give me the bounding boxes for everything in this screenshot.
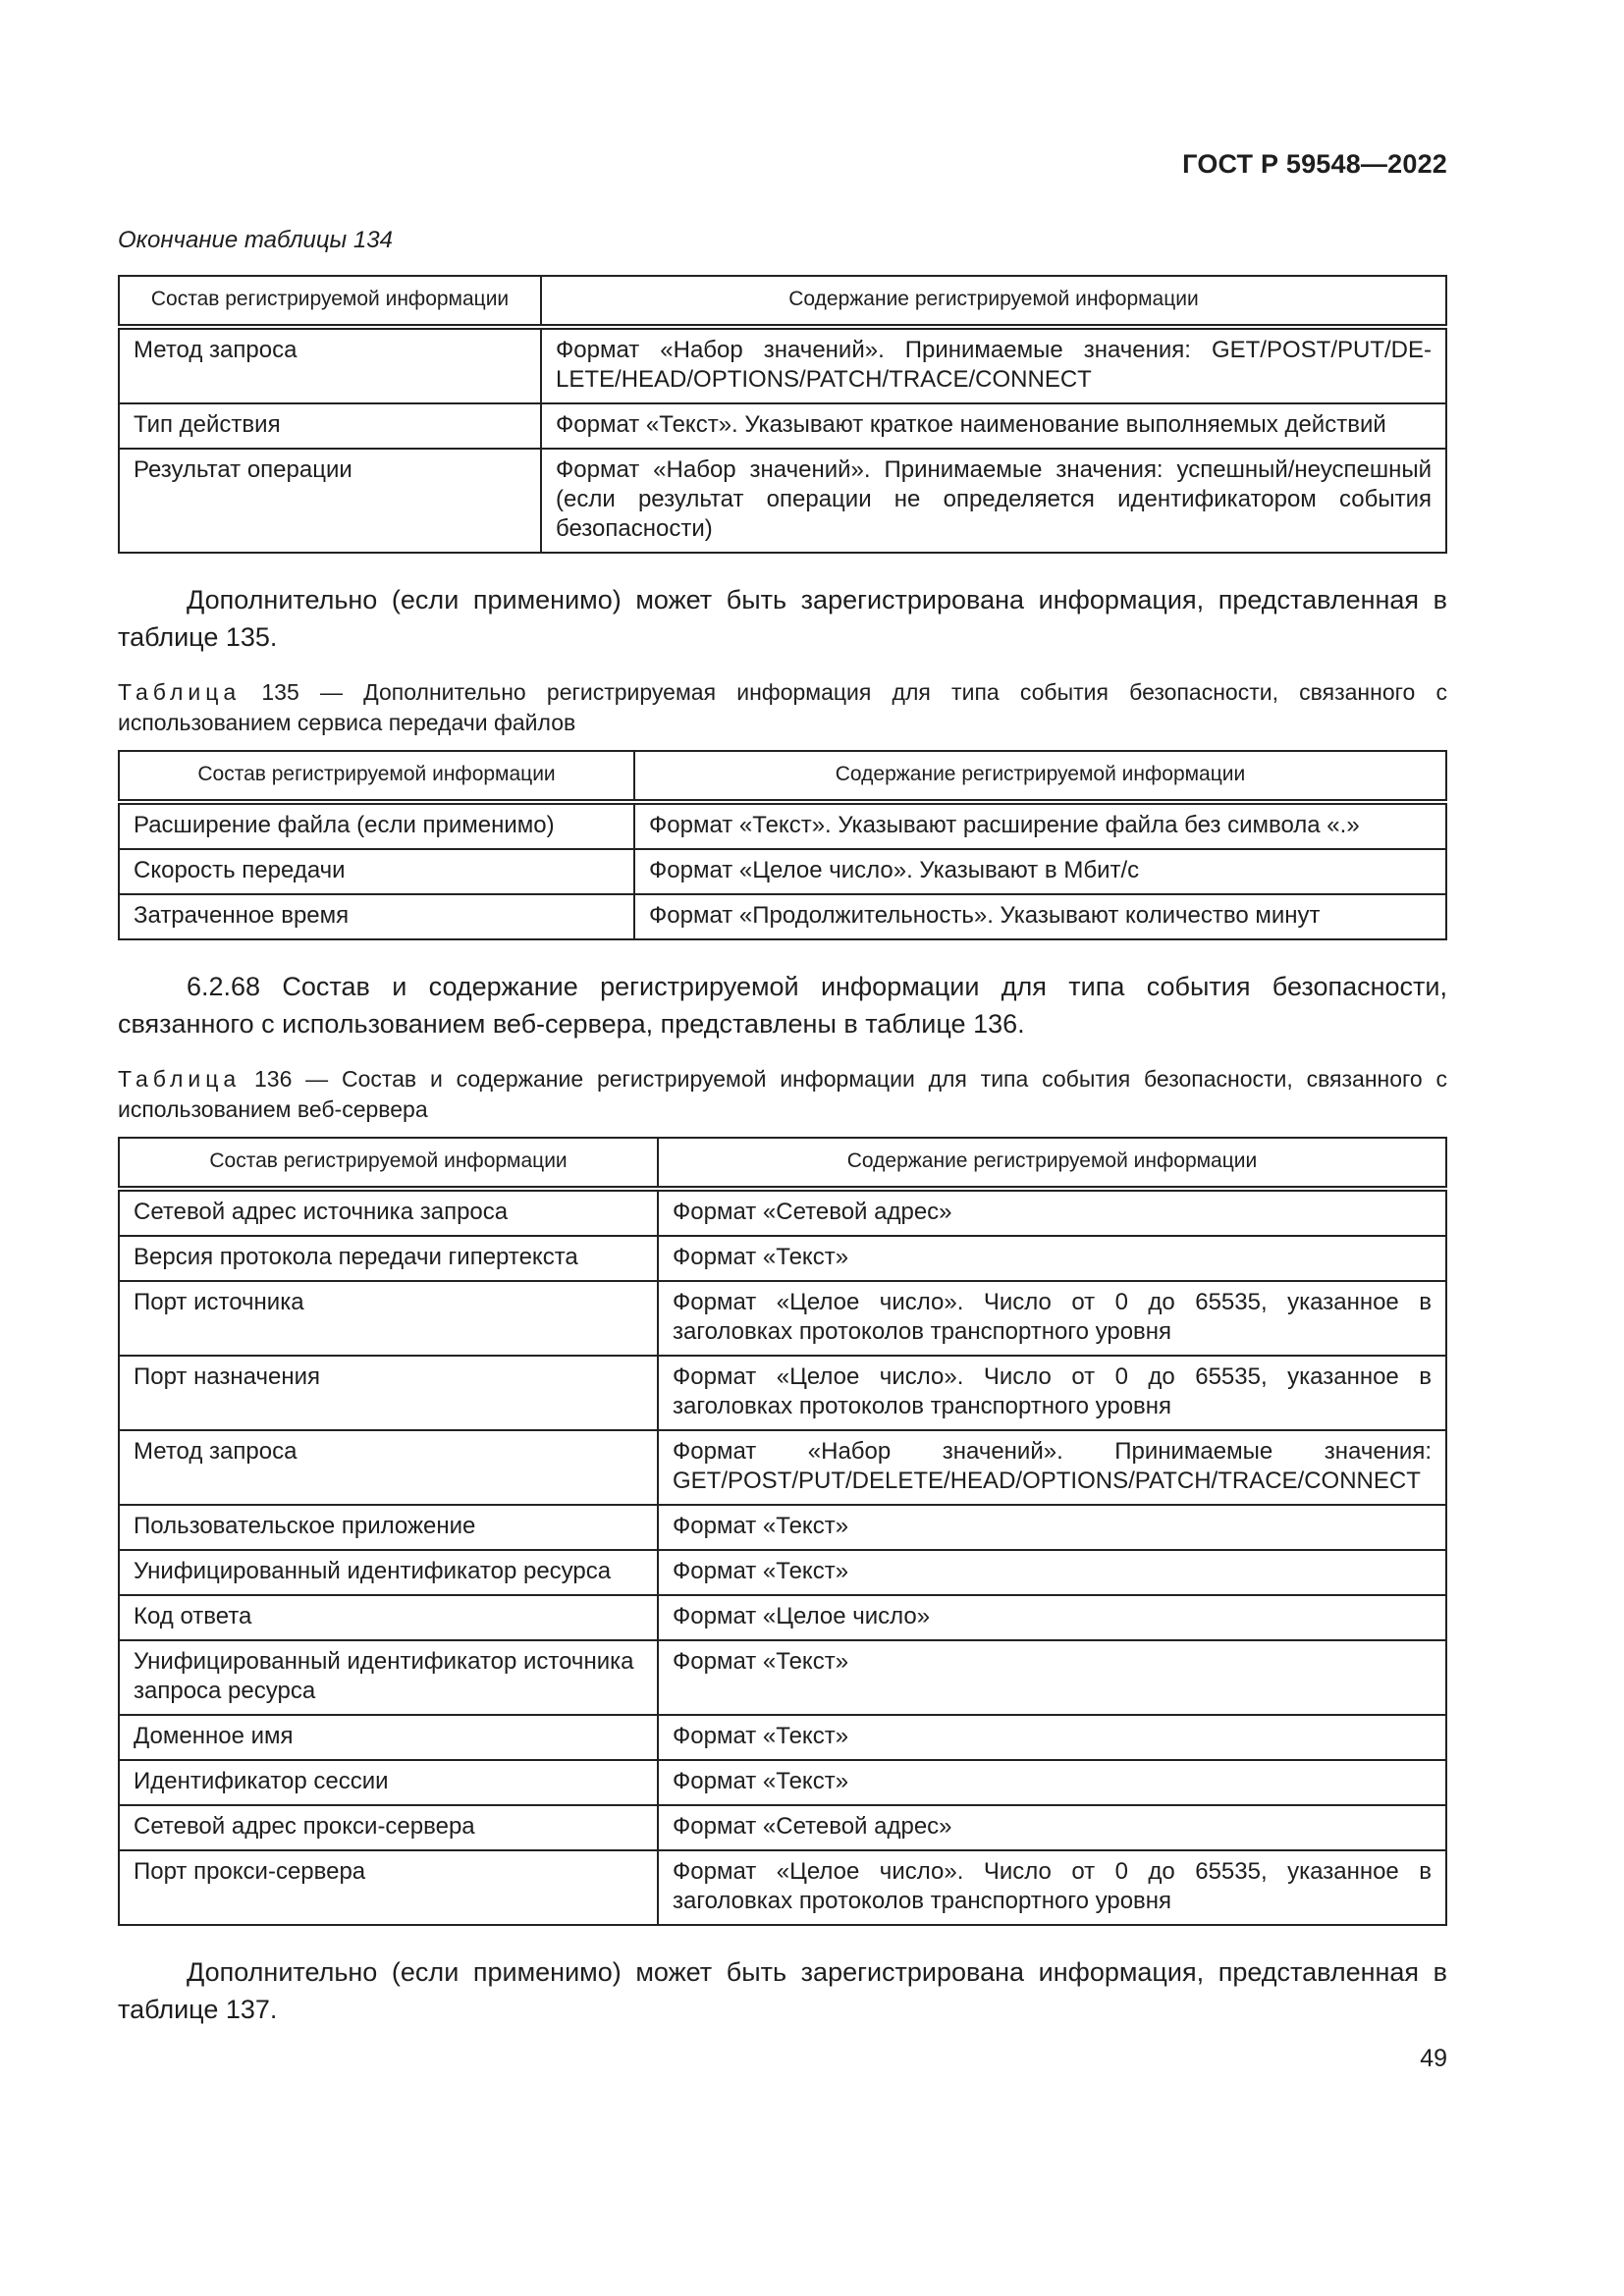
column-header-content: Содержание регистрируемой информации: [541, 276, 1446, 327]
row-name-cell: Порт источника: [119, 1281, 658, 1356]
column-header-content: Содержание регистрируемой информации: [658, 1138, 1446, 1189]
document-code: ГОСТ Р 59548—2022: [1182, 149, 1447, 179]
table-row: [119, 449, 1446, 553]
table-row: [119, 327, 1446, 403]
row-content-cell: Формат «Текст». Указывают краткое наименование выполняемых действий: [541, 403, 1446, 449]
table-row: [119, 1640, 1446, 1715]
row-content-cell: Формат «Продолжительность». Указывают количество минут: [634, 894, 1446, 939]
row-content-cell: Формат «Текст»: [658, 1550, 1446, 1595]
table-row: [119, 1356, 1446, 1430]
row-name-cell: Тип действия: [119, 403, 541, 449]
table-header-row: [119, 276, 1446, 327]
table-row: [119, 1236, 1446, 1281]
caption-text: 135 — Дополнительно регистрируемая информация для типа события безопасности, связанного с использованием сервиса передачи файлов: [118, 679, 1447, 735]
row-content-cell: Формат «Целое число». Число от 0 до 65535, указанное в заголовках протоколов транспортного уровня: [658, 1281, 1446, 1356]
row-name-cell: Расширение файла (если применимо): [119, 802, 634, 849]
column-header-composition: Состав регистрируемой информации: [119, 1138, 658, 1189]
table-136: [118, 1137, 1447, 1926]
row-name-cell: Скорость передачи: [119, 849, 634, 894]
row-name-cell: Доменное имя: [119, 1715, 658, 1760]
table-row: [119, 1281, 1446, 1356]
paragraph-6-2-68: 6.2.68 Состав и содержание регистрируемой информации для типа события безопасности, связанного с использованием веб-сервера, представлены в таблице 136.: [118, 972, 1447, 1039]
row-name-cell: Идентификатор сессии: [119, 1760, 658, 1805]
paragraph-additional-135: Дополнительно (если применимо) может быть зарегистрирована информация, представленная в таблице 135.: [118, 585, 1447, 652]
row-content-cell: Формат «Целое число». Число от 0 до 65535, указанное в заголовках протоколов транспортного уровня: [658, 1850, 1446, 1925]
row-content-cell: Формат «Сетевой адрес»: [658, 1805, 1446, 1850]
row-name-cell: Пользовательское приложение: [119, 1505, 658, 1550]
row-content-cell: Формат «Текст»: [658, 1236, 1446, 1281]
table-135: [118, 750, 1447, 940]
caption-label: Таблица: [118, 679, 242, 705]
table-header-row: [119, 751, 1446, 802]
row-content-cell: Формат «Текст»: [658, 1640, 1446, 1715]
row-content-cell: Формат «Набор значений». Принимаемые значения: GET/POST/PUT/DELETE/HEAD/OPTIONS/PATCH/TRACE/CONNECT: [658, 1430, 1446, 1505]
table-134: [118, 275, 1447, 554]
row-name-cell: Результат операции: [119, 449, 541, 553]
column-header-composition: Состав регистрируемой информации: [119, 276, 541, 327]
table-row: [119, 1505, 1446, 1550]
row-content-cell: Формат «Текст»: [658, 1760, 1446, 1805]
row-content-cell: Формат «Текст»: [658, 1505, 1446, 1550]
table-135-caption: [118, 677, 1447, 738]
row-name-cell: Порт назначения: [119, 1356, 658, 1430]
row-name-cell: Унифицированный идентификатор источника запроса ресурса: [119, 1640, 658, 1715]
table-row: [119, 1595, 1446, 1640]
column-header-composition: Состав регистрируемой информации: [119, 751, 634, 802]
column-header-content: Содержание регистрируемой информации: [634, 751, 1446, 802]
row-content-cell: Формат «Текст». Указывают расширение файла без символа «.»: [634, 802, 1446, 849]
table-row: [119, 1715, 1446, 1760]
table-136-caption: [118, 1064, 1447, 1125]
row-content-cell: Формат «Целое число». Указывают в Мбит/с: [634, 849, 1446, 894]
row-name-cell: Сетевой адрес источника запроса: [119, 1189, 658, 1236]
table-row: [119, 403, 1446, 449]
table-row: [119, 894, 1446, 939]
table-header-row: [119, 1138, 1446, 1189]
row-name-cell: Сетевой адрес прокси-сервера: [119, 1805, 658, 1850]
page-number: 49: [1420, 2045, 1447, 2072]
table-134-continuation-caption: Окончание таблицы 134: [118, 227, 393, 253]
table-row: [119, 849, 1446, 894]
row-content-cell: Формат «Сетевой адрес»: [658, 1189, 1446, 1236]
row-content-cell: Формат «Целое число». Число от 0 до 65535, указанное в заголовках протоколов транспортного уровня: [658, 1356, 1446, 1430]
table-row: [119, 1805, 1446, 1850]
row-name-cell: Код ответа: [119, 1595, 658, 1640]
row-content-cell: Формат «Набор значений». Принимаемые значения: GET/POST/PUT/DE-LETE/HEAD/OPTIONS/PATCH/TRACE/CONNECT: [541, 327, 1446, 403]
row-name-cell: Версия протокола передачи гипертекста: [119, 1236, 658, 1281]
row-name-cell: Метод запроса: [119, 1430, 658, 1505]
caption-label: Таблица: [118, 1066, 242, 1092]
row-name-cell: Затраченное время: [119, 894, 634, 939]
row-name-cell: Порт прокси-сервера: [119, 1850, 658, 1925]
table-row: [119, 802, 1446, 849]
table-row: [119, 1850, 1446, 1925]
row-content-cell: Формат «Набор значений». Принимаемые значения: успешный/неуспешный (если результат операции не определяется идентификатором события безопасности): [541, 449, 1446, 553]
table-row: [119, 1189, 1446, 1236]
row-content-cell: Формат «Текст»: [658, 1715, 1446, 1760]
row-name-cell: Унифицированный идентификатор ресурса: [119, 1550, 658, 1595]
table-row: [119, 1760, 1446, 1805]
table-row: [119, 1550, 1446, 1595]
paragraph-additional-137: Дополнительно (если применимо) может быть зарегистрирована информация, представленная в таблице 137.: [118, 1957, 1447, 2024]
page-content: [118, 224, 1447, 2050]
caption-text: 136 — Состав и содержание регистрируемой информации для типа события безопасности, связанного с использованием веб-сервера: [118, 1066, 1447, 1122]
row-name-cell: Метод запроса: [119, 327, 541, 403]
row-content-cell: Формат «Целое число»: [658, 1595, 1446, 1640]
table-row: [119, 1430, 1446, 1505]
